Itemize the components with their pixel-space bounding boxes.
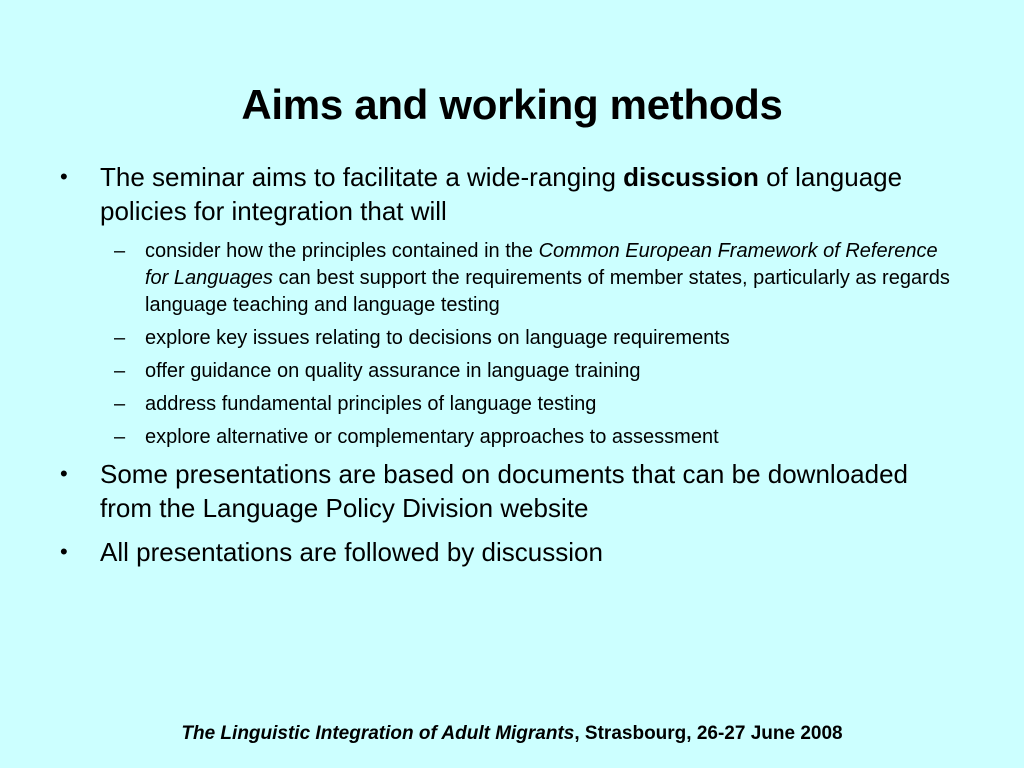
dash-marker: –: [114, 327, 126, 349]
sub-item: [58, 391, 955, 418]
bullet-marker: •: [60, 164, 68, 189]
footer-details: , Strasbourg, 26-27 June 2008: [574, 723, 843, 744]
slide-title: Aims and working methods: [241, 81, 783, 128]
sub-list: [58, 238, 958, 451]
sub-item-text: offer guidance on quality assurance in language training: [145, 360, 641, 382]
bullet-text: Some presentations are based on documents that can be downloaded from the Language Policy Division website: [100, 459, 908, 523]
footer-title: The Linguistic Integration of Adult Migrants: [181, 723, 575, 744]
sub-item: [58, 238, 955, 319]
slide-body: [58, 160, 958, 579]
dash-marker: –: [114, 426, 126, 448]
sub-item-italic: Common European Framework of Reference for Languages: [145, 240, 938, 289]
sub-item: [58, 424, 955, 451]
sub-item-text: can best support the requirements of member states, particularly as regards language teaching and language testing: [145, 267, 950, 316]
bullet-marker: •: [60, 539, 68, 564]
bullet-text: of language policies for integration that will: [100, 162, 903, 226]
bullet-item: [58, 160, 958, 228]
dash-marker: –: [114, 360, 126, 382]
bullet-emphasis: discussion: [623, 162, 759, 192]
bullet-item: [58, 535, 958, 569]
bullet-item: [58, 457, 958, 525]
sub-item-text: explore key issues relating to decisions on language requirements: [145, 327, 730, 349]
bullet-marker: •: [60, 461, 68, 486]
sub-item-text: address fundamental principles of language testing: [145, 393, 597, 415]
dash-marker: –: [114, 240, 126, 262]
sub-item: [58, 325, 955, 352]
sub-item-text: consider how the principles contained in the: [145, 240, 539, 262]
sub-item: [58, 358, 955, 385]
dash-marker: –: [114, 393, 126, 415]
slide-footer: [0, 721, 1024, 747]
sub-item-text: explore alternative or complementary approaches to assessment: [145, 426, 719, 448]
bullet-text: The seminar aims to facilitate a wide-ranging: [100, 162, 624, 192]
bullet-text: All presentations are followed by discussion: [100, 537, 603, 567]
